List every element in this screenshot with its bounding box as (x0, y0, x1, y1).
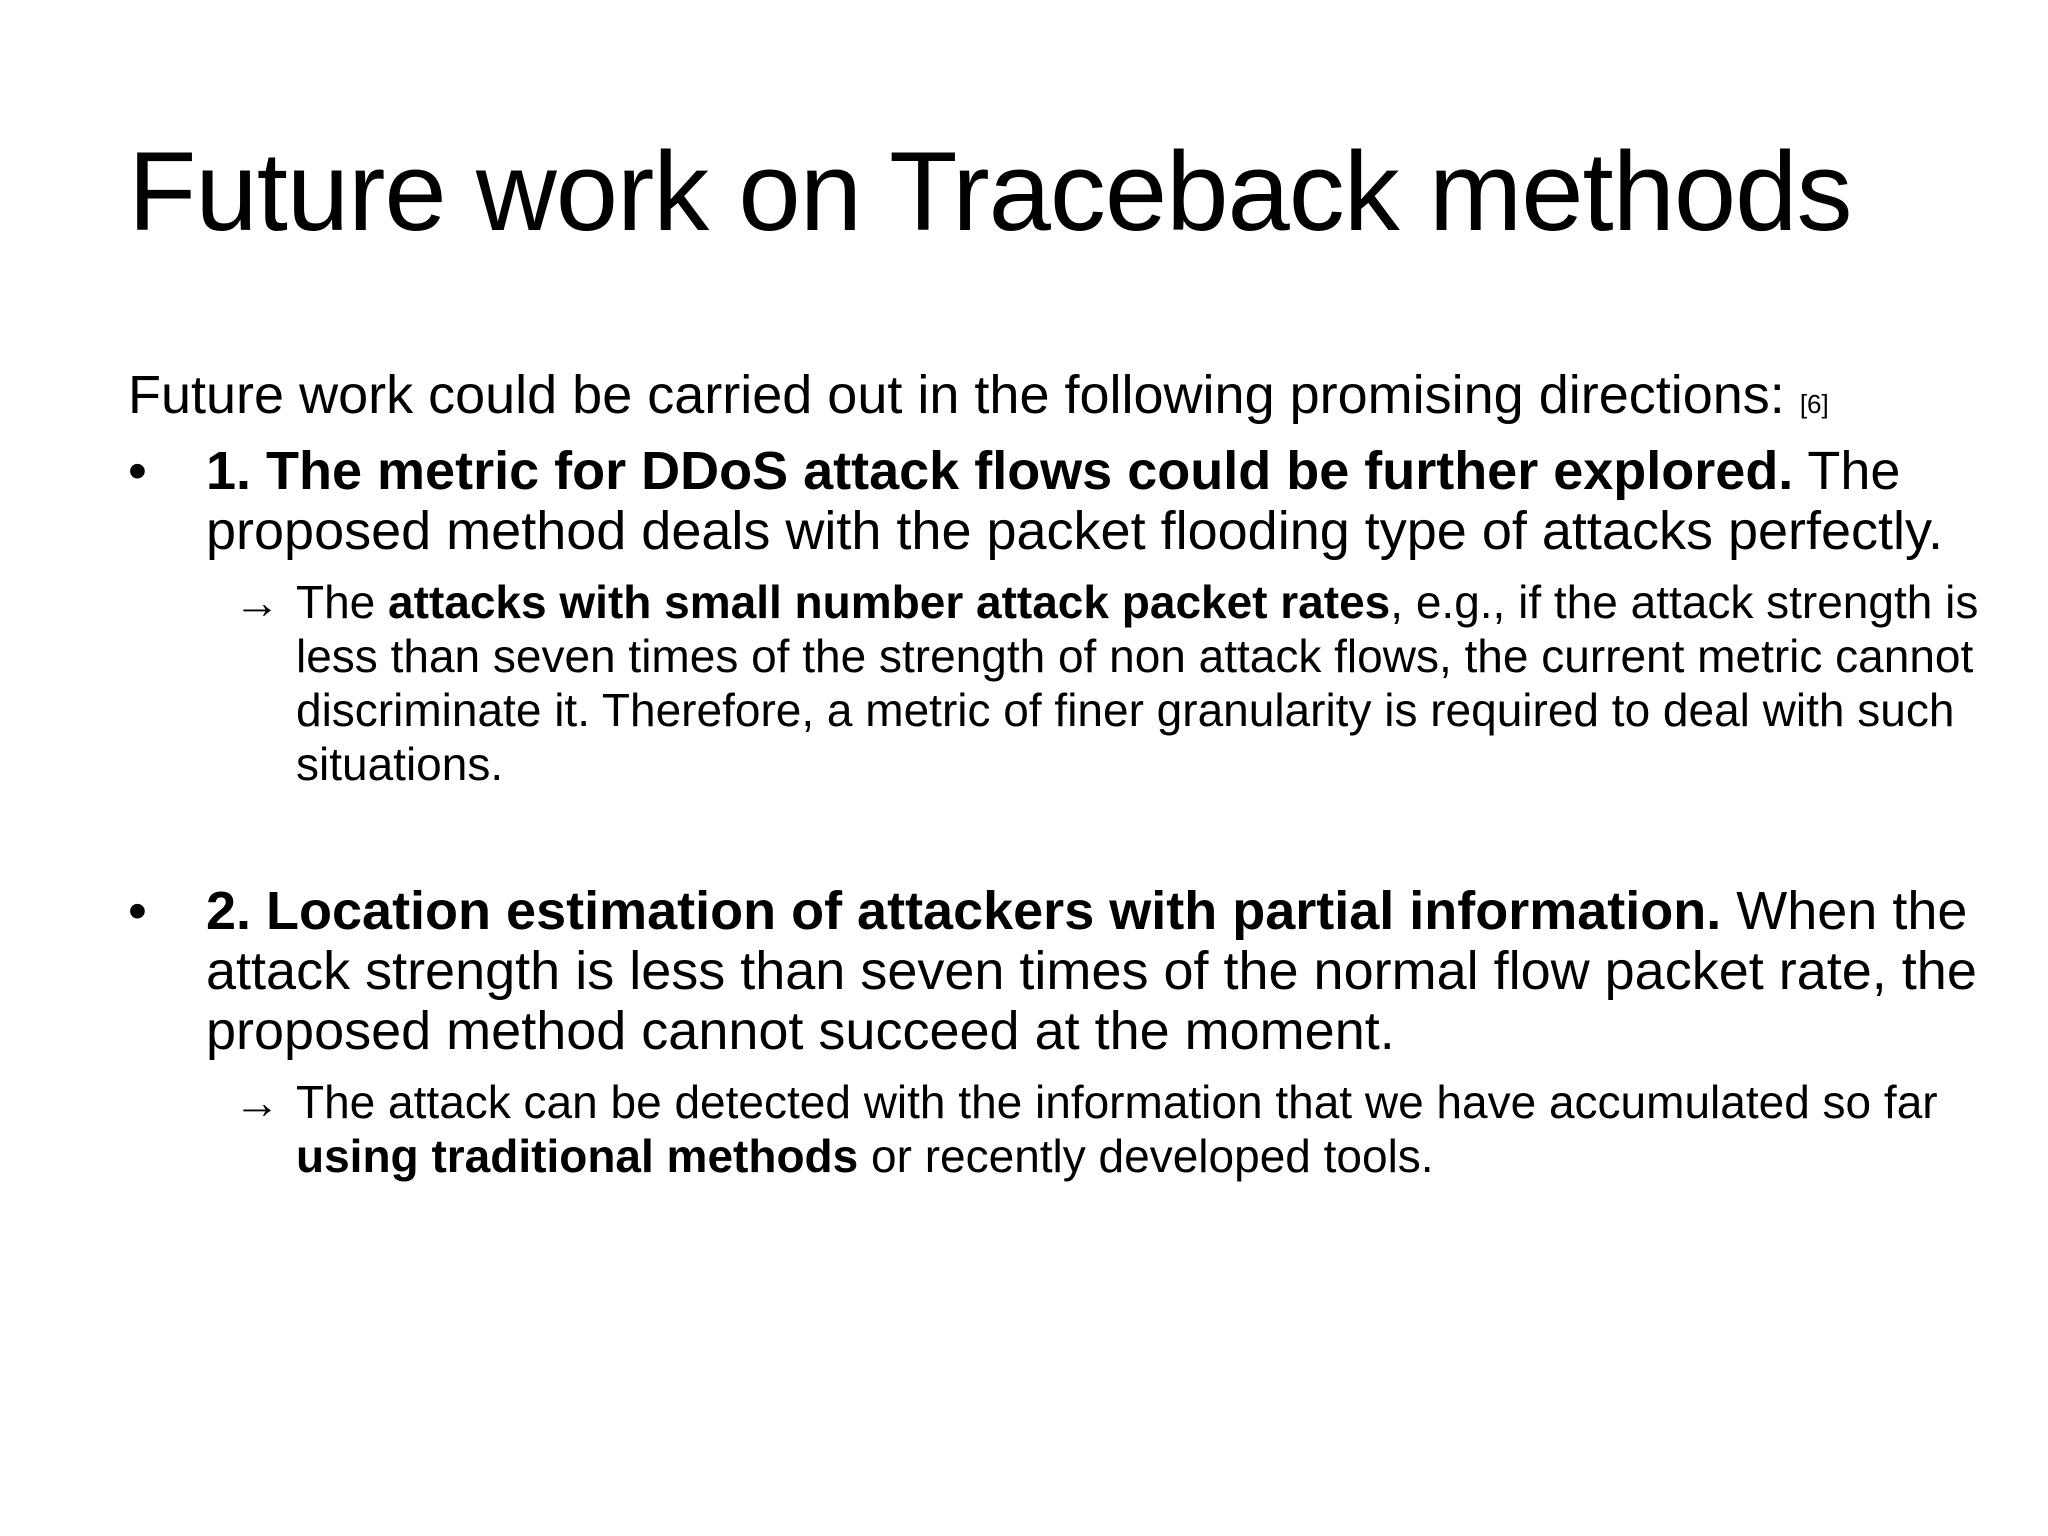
intro-line (128, 364, 1988, 435)
sub-item-2 (128, 1075, 1988, 1183)
arrow-right-icon: → (234, 1076, 280, 1128)
bullet-dot-icon: • (128, 441, 147, 501)
sub-1-pre: The (296, 576, 389, 628)
sub-1-post: , e.g., if the attack strength is less than seven times of the strength of non attack flows, the current metric cannot discriminate it. Therefore, a metric of finer granularity is required to deal with such situations. (296, 576, 1979, 790)
bullet-2-heading: 2. Location estimation of attackers with partial information. (206, 881, 1722, 941)
sub-2-post: or recently developed tools. (858, 1130, 1434, 1182)
bullet-2-text: When the attack strength is less than seven times of the normal flow packet rate, the proposed method cannot succeed at the moment. (206, 881, 1977, 1061)
bullet-1-heading: 1. The metric for DDoS attack flows could be further explored. (206, 441, 1794, 501)
sub-1-bold: attacks with small number attack packet rates (388, 576, 1391, 628)
sub-2-bold: using traditional methods (296, 1130, 859, 1182)
slide-title: Future work on Traceback methods (128, 129, 1852, 254)
arrow-right-icon: → (234, 576, 280, 628)
bullet-item-1 (128, 441, 1988, 561)
citation-ref: [6] (1799, 389, 1829, 419)
intro-text: Future work could be carried out in the following promising directions: (128, 365, 1785, 425)
bullet-item-2 (128, 881, 1988, 1061)
spacer (128, 791, 1988, 875)
slide-body (128, 364, 1988, 1183)
bullet-1-text: The proposed method deals with the packet flooding type of attacks perfectly. (206, 441, 1944, 561)
bullet-dot-icon: • (128, 881, 147, 941)
sub-2-pre: The attack can be detected with the information that we have accumulated so far (296, 1076, 1938, 1128)
sub-item-1 (128, 575, 1988, 791)
